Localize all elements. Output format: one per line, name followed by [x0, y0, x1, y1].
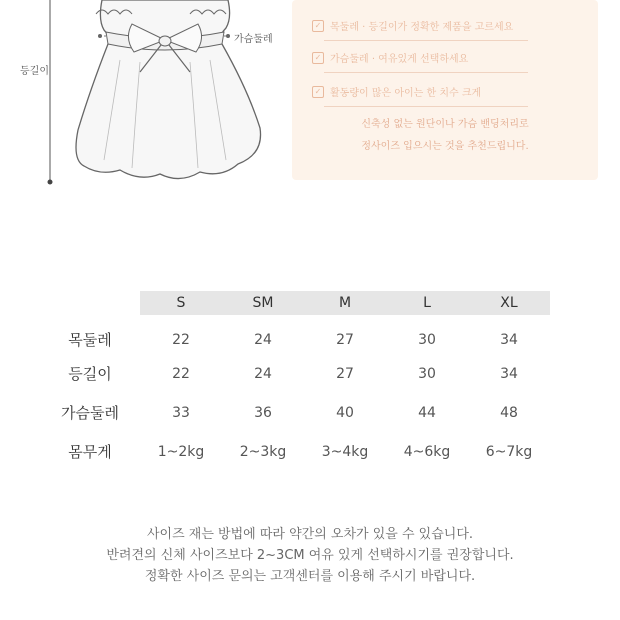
size-header-sm: SM: [222, 291, 304, 315]
tip-row: [312, 18, 513, 33]
chest-label: 가슴둘레: [234, 34, 273, 45]
size-header-s: S: [140, 291, 222, 315]
divider: [324, 106, 528, 107]
table-row: [40, 432, 550, 471]
tip-text: 목둘레 · 등길이가 정확한 제품을 고르세요: [330, 22, 514, 33]
row-label: 목둘레: [68, 331, 112, 349]
note-line: 반려견의 신체 사이즈보다 2~3CM 여유 있게 선택하시기를 권장합니다.: [106, 548, 514, 563]
note-line: 사이즈 재는 방법에 따라 약간의 오차가 있을 수 있습니다.: [146, 527, 474, 542]
table-cell: 48: [500, 404, 518, 421]
checkbox-icon: ✓: [312, 52, 324, 64]
table-cell: 6~7kg: [485, 443, 533, 460]
table-cell: 34: [500, 331, 518, 348]
table-cell: 36: [254, 404, 272, 421]
header-blank-cell: [40, 291, 140, 315]
note-line: 정확한 사이즈 문의는 고객센터를 이용해 주시기 바랍니다.: [144, 569, 476, 584]
checkbox-icon: ✓: [312, 86, 324, 98]
size-tips-box: [292, 0, 598, 180]
row-label: 가슴둘레: [61, 404, 119, 422]
tip-text: 가슴둘레 · 여유있게 선택하세요: [330, 54, 469, 65]
row-label: 몸무게: [68, 443, 112, 461]
table-cell: 44: [418, 404, 436, 421]
tip-note: [292, 114, 598, 158]
back-length-label: 등길이: [20, 66, 49, 77]
table-row: [40, 354, 550, 393]
tip-row: [312, 84, 481, 99]
table-cell: 30: [418, 331, 436, 348]
size-header-row: [40, 291, 550, 315]
table-cell: 4~6kg: [403, 443, 451, 460]
table-cell: 24: [254, 331, 272, 348]
tip-row: [312, 50, 468, 65]
table-cell: 30: [418, 365, 436, 382]
table-row: [40, 315, 550, 354]
tip-note-line: 정사이즈 입으시는 것을 추천드립니다.: [361, 141, 529, 152]
row-label: 등길이: [68, 365, 112, 383]
table-cell: 22: [172, 365, 190, 382]
table-cell: 1~2kg: [157, 443, 205, 460]
table-cell: 27: [336, 365, 354, 382]
size-header-l: L: [386, 291, 468, 315]
table-cell: 40: [336, 404, 354, 421]
table-cell: 24: [254, 365, 272, 382]
table-cell: 2~3kg: [239, 443, 287, 460]
tip-note-line: 신축성 없는 원단이나 가슴 밴딩처리로: [361, 119, 529, 130]
product-illustration-area: [0, 0, 620, 200]
table-cell: 22: [172, 331, 190, 348]
size-notes: [0, 524, 620, 587]
table-cell: 3~4kg: [321, 443, 369, 460]
checkbox-icon: ✓: [312, 20, 324, 32]
table-cell: 27: [336, 331, 354, 348]
size-chart-table: [40, 291, 550, 471]
table-cell: 33: [172, 404, 190, 421]
divider: [324, 40, 528, 41]
divider: [324, 72, 528, 73]
tip-text: 활동량이 많은 아이는 한 치수 크게: [330, 88, 482, 99]
table-row: [40, 393, 550, 432]
size-header-xl: XL: [468, 291, 550, 315]
size-header-m: M: [304, 291, 386, 315]
table-cell: 34: [500, 365, 518, 382]
